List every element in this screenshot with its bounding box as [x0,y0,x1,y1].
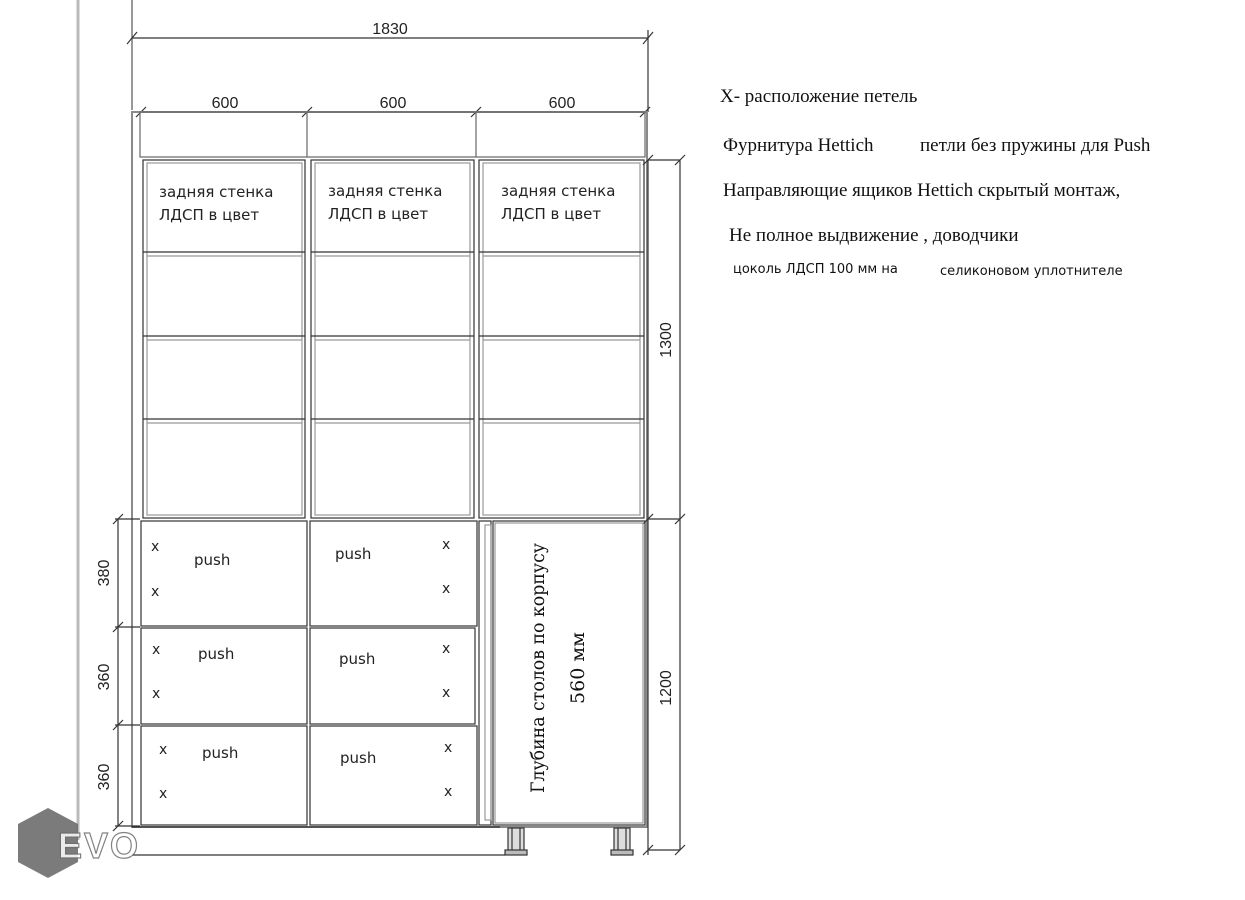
hinge-mark: x [442,537,451,553]
push-label-c1-r1: push [194,551,231,569]
note-fittings-b: петли без пружины для Push [920,135,1151,156]
hinge-mark: x [152,686,161,702]
tall-cabinet-depth-value: 560 мм [567,632,589,704]
dim-width-3: 600 [548,95,576,112]
back-panel-1-line2: ЛДСП в цвет [159,206,260,224]
dim-total-width: 1830 [372,21,408,38]
back-panel-1-line1: задняя стенка [159,183,274,201]
cabinet-legs [505,828,633,855]
note-extension: Не полное выдвижение , доводчики [729,225,1019,246]
back-panel-3-line1: задняя стенка [501,182,616,200]
push-label-c2-r2: push [339,650,376,668]
dim-drawer-1: 380 [96,559,113,587]
watermark-text: EVO [58,825,141,866]
dim-width-2: 600 [379,95,407,112]
back-panel-2-line1: задняя стенка [328,182,443,200]
dim-drawer-2: 360 [96,663,113,691]
hinge-mark: x [159,742,168,758]
dim-upper-height: 1300 [658,322,675,358]
note-plinth-b: селиконовом уплотнителе [940,264,1123,279]
tall-cabinet [479,518,645,825]
hinge-mark: x [151,584,160,600]
evo-logo [18,808,168,880]
dim-drawer-3: 360 [96,763,113,791]
hinge-mark: x [444,784,453,800]
push-label-c2-r1: push [335,545,372,563]
hinge-mark: x [151,539,160,555]
push-label-c1-r3: push [202,744,239,762]
tall-cabinet-depth-label: Глубина столов по корпусу [527,518,549,793]
note-plinth-a: цоколь ЛДСП 100 мм на [733,262,898,277]
hinge-mark: x [442,641,451,657]
hinge-mark: x [159,786,168,802]
dimension-heights [643,155,685,855]
hinge-mark: x [442,685,451,701]
hinge-mark: x [442,581,451,597]
note-fittings-a: Фурнитура Hettich [723,135,874,156]
push-label-c1-r2: push [198,645,235,663]
hinge-mark: x [152,642,161,658]
back-panel-3-line2: ЛДСП в цвет [501,205,602,223]
back-panel-2-line2: ЛДСП в цвет [328,205,429,223]
push-label-c2-r3: push [340,749,377,767]
dimension-drawers [113,514,140,831]
hinge-mark: x [444,740,453,756]
note-hinges: Х- расположение петель [720,86,918,107]
drawer-column-2 [310,521,477,825]
dim-lower-height: 1200 [658,670,675,706]
note-slides: Направляющие ящиков Hettich скрытый монтаж, [723,180,1121,201]
dim-width-1: 600 [211,95,239,112]
